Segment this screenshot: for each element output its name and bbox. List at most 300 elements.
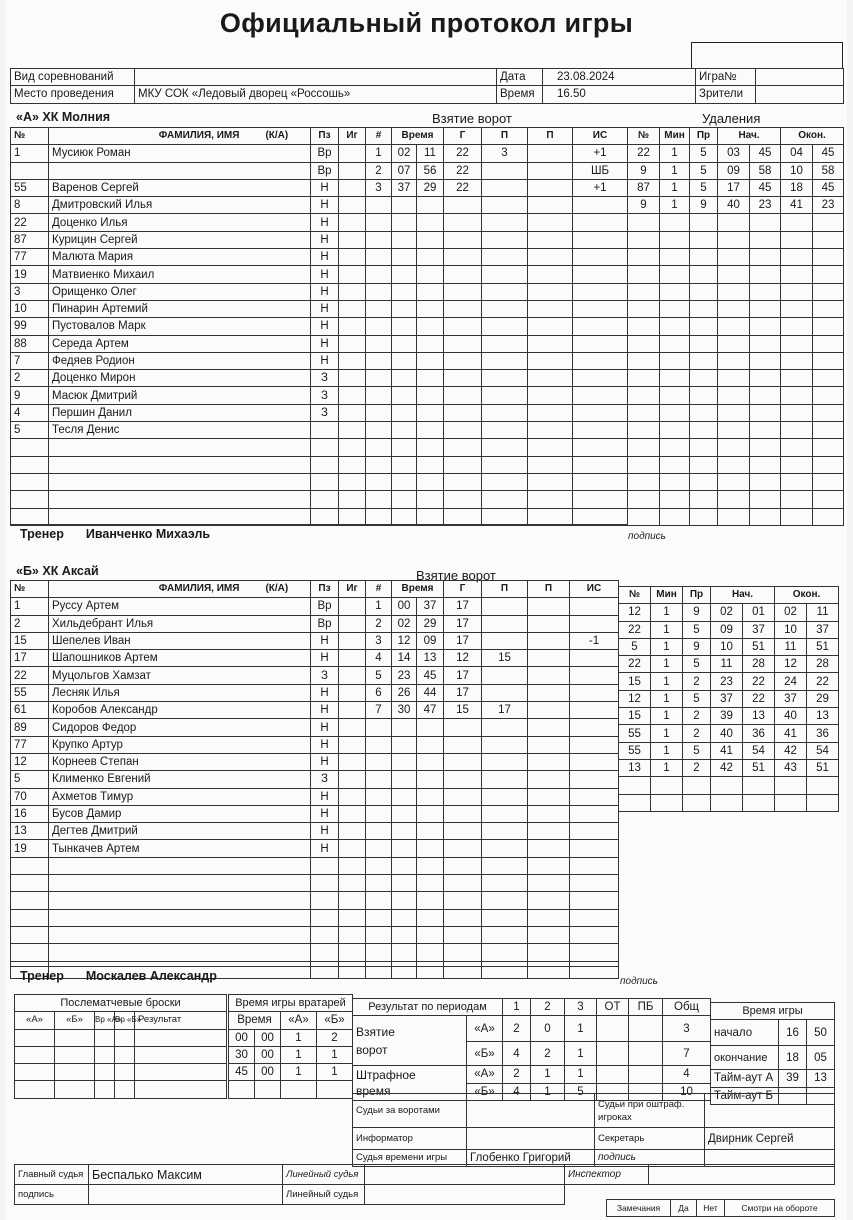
game-time-title: Время игры (711, 1003, 835, 1020)
player-row (11, 823, 366, 840)
player-number: 87 (11, 231, 49, 248)
goal-assist-1 (482, 249, 528, 266)
penalty-start-min (718, 266, 750, 283)
goal-second (417, 266, 444, 283)
goal-scorer (444, 370, 482, 387)
penalty-start-sec (750, 439, 781, 456)
player-name: Пинарин Артемий (49, 300, 311, 317)
player-number: 3 (11, 283, 49, 300)
player-position: Н (311, 266, 339, 283)
player-number: 70 (11, 788, 49, 805)
player-name (49, 508, 311, 525)
player-number (11, 892, 49, 909)
col-name: ФАМИЛИЯ, ИМЯ (158, 130, 240, 142)
player-number: 61 (11, 702, 49, 719)
penalty-start-min (718, 352, 750, 369)
goal-assist-1 (482, 823, 528, 840)
penalty-start-min: 03 (718, 145, 750, 162)
player-games (339, 702, 366, 719)
penalty-row (619, 690, 839, 707)
goal-scorer (444, 840, 482, 857)
goal-assist-1 (482, 857, 528, 874)
player-position: З (311, 404, 339, 421)
goal-second: 11 (417, 145, 444, 162)
goal-assist-1 (482, 318, 528, 335)
goal-col-time: Время (392, 581, 444, 598)
team-a-signature: подпись (628, 531, 666, 542)
goal-assist-1 (482, 632, 528, 649)
goal-assist-1 (482, 387, 528, 404)
team-b-signature: подпись (620, 976, 658, 987)
penalty-end-min: 41 (775, 725, 807, 742)
player-position (311, 508, 339, 525)
goal-number (366, 422, 392, 439)
pen-col-min: Мин (651, 587, 683, 604)
penalty-minutes: 1 (651, 690, 683, 707)
penalty-row (628, 318, 844, 335)
goal-col-is: ИС (570, 581, 619, 598)
player-row (11, 352, 366, 369)
player-position: Н (311, 283, 339, 300)
goal-number (366, 491, 392, 508)
pim-team-a: «А» (467, 1066, 503, 1083)
player-games (339, 840, 366, 857)
penalty-row (628, 508, 844, 525)
goal-assist-2 (528, 753, 570, 770)
player-row (11, 875, 366, 892)
goal-situation (573, 456, 628, 473)
player-row (11, 753, 366, 770)
pim-team-b: «Б» (467, 1083, 503, 1100)
goal-assist-2 (528, 456, 573, 473)
goal-situation (570, 926, 619, 943)
gk-second: 00 (255, 1029, 281, 1046)
penalty-row (628, 145, 844, 162)
goal-situation (570, 788, 619, 805)
goal-minute (392, 961, 417, 978)
team-b-coach-name: Москалев Александр (85, 969, 217, 983)
goal-number (366, 335, 392, 352)
goal-row (366, 387, 628, 404)
head-ref-label: Главный судья (15, 1165, 89, 1185)
penalty-row (628, 197, 844, 214)
goal-number (366, 508, 392, 525)
player-games (339, 249, 366, 266)
pen-col-end: Окон. (781, 128, 844, 145)
penalty-reason (690, 300, 718, 317)
player-row (11, 456, 366, 473)
penalty-start-sec (743, 794, 775, 811)
penalty-reason (690, 370, 718, 387)
goal-assist-1: 3 (482, 145, 528, 162)
pen-col-pr: Пр (683, 587, 711, 604)
player-row (11, 805, 366, 822)
player-row (11, 491, 366, 508)
goal-situation (570, 857, 619, 874)
goal-minute (392, 335, 417, 352)
player-games (339, 491, 366, 508)
goals-a-ot (597, 1016, 629, 1042)
goal-scorer (444, 909, 482, 926)
penalty-minutes (660, 266, 690, 283)
goal-assist-2 (528, 736, 570, 753)
shootout-title: Послематчевые броски (15, 995, 227, 1012)
goal-scorer: 15 (444, 702, 482, 719)
pim-label: Штрафное время (353, 1066, 467, 1101)
player-position: Н (311, 300, 339, 317)
goal-second (417, 335, 444, 352)
remarks-yes: Да (671, 1200, 697, 1217)
player-games (339, 632, 366, 649)
goal-number (366, 318, 392, 335)
goal-row (366, 439, 628, 456)
player-games (339, 892, 366, 909)
goals-b-p1: 4 (503, 1042, 531, 1066)
player-games (339, 961, 366, 978)
player-name (49, 926, 311, 943)
goal-scorer (444, 300, 482, 317)
player-games (339, 650, 366, 667)
goal-minute: 37 (392, 179, 417, 196)
spectators-label: Зрители (696, 86, 756, 103)
player-position: Вр (311, 598, 339, 615)
goal-row (366, 473, 628, 490)
goal-scorer (444, 788, 482, 805)
penalty-end-sec: 58 (813, 162, 844, 179)
goal-minute (392, 300, 417, 317)
player-position (311, 875, 339, 892)
player-number (11, 162, 49, 179)
col-pz: Пз (311, 128, 339, 145)
penalty-start-sec (750, 335, 781, 352)
penalty-start-sec: 23 (750, 197, 781, 214)
goal-scorer: 12 (444, 650, 482, 667)
penalty-end-sec (813, 231, 844, 248)
goal-assist-2 (528, 162, 573, 179)
goal-assist-1 (482, 231, 528, 248)
penalty-reason (690, 422, 718, 439)
player-games (339, 197, 366, 214)
penalty-start-sec: 51 (743, 638, 775, 655)
venue-label: Место проведения (11, 86, 135, 103)
secretary-name: Двирник Сергей (705, 1128, 835, 1150)
goal-number (366, 249, 392, 266)
player-name: Матвиенко Михаил (49, 266, 311, 283)
penalty-judges-label: Судьи при оштраф. игроках (595, 1094, 705, 1128)
player-position: Н (311, 736, 339, 753)
player-name: Руссу Артем (49, 598, 311, 615)
penalty-end-min: 43 (775, 759, 807, 776)
goal-scorer: 17 (444, 615, 482, 632)
penalty-start-min (718, 387, 750, 404)
col-pz: Пз (311, 581, 339, 598)
player-number (11, 439, 49, 456)
goal-number (366, 961, 392, 978)
team-a-goals (365, 127, 628, 526)
goal-minute (392, 857, 417, 874)
player-number: 15 (11, 632, 49, 649)
goal-row (366, 318, 628, 335)
penalty-start-sec (750, 473, 781, 490)
player-position: З (311, 771, 339, 788)
period-col-3: 3 (565, 999, 597, 1016)
penalty-start-min: 11 (711, 656, 743, 673)
goal-minute (392, 231, 417, 248)
goal-scorer (444, 491, 482, 508)
penalty-row (628, 456, 844, 473)
penalty-row (619, 725, 839, 742)
penalty-minutes (660, 370, 690, 387)
player-position (311, 857, 339, 874)
goal-number (366, 456, 392, 473)
penalty-start-min: 41 (711, 742, 743, 759)
goal-scorer: 22 (444, 179, 482, 196)
goal-assist-1: 15 (482, 650, 528, 667)
goal-second (417, 736, 444, 753)
player-number (11, 857, 49, 874)
penalty-start-sec: 45 (750, 145, 781, 162)
penalty-start-min (718, 491, 750, 508)
player-number: 13 (11, 823, 49, 840)
goal-minute (392, 352, 417, 369)
end-m: 05 (807, 1046, 835, 1070)
goal-col-p2: П (528, 128, 573, 145)
time-value: 16.50 (543, 86, 696, 103)
penalty-start-sec (750, 300, 781, 317)
goal-number (366, 875, 392, 892)
penalty-start-min (718, 473, 750, 490)
penalty-end-min: 40 (775, 708, 807, 725)
goal-scorer (444, 961, 482, 978)
player-games (339, 283, 366, 300)
penalty-start-min: 40 (718, 197, 750, 214)
player-position: Н (311, 650, 339, 667)
penalty-start-sec (750, 387, 781, 404)
penalty-reason (690, 231, 718, 248)
col-num: № (11, 581, 49, 598)
team-a-name: «А» ХК Молния (16, 110, 111, 124)
penalty-reason: 2 (683, 673, 711, 690)
player-number: 99 (11, 318, 49, 335)
penalty-row (628, 283, 844, 300)
goal-row (366, 145, 628, 162)
goal-assist-2 (528, 214, 573, 231)
goal-assist-1 (482, 162, 528, 179)
gk-team-b: 2 (317, 1029, 353, 1046)
goal-assist-1 (482, 944, 528, 961)
pim-b-total: 10 (663, 1083, 711, 1100)
col-ka: (К/А) (265, 130, 289, 142)
penalty-player (628, 491, 660, 508)
penalty-start-sec: 36 (743, 725, 775, 742)
periods-table (352, 998, 711, 1101)
player-row (11, 318, 366, 335)
goal-second (417, 719, 444, 736)
player-row (11, 404, 366, 421)
goal-assist-2 (528, 145, 573, 162)
goal-number (366, 473, 392, 490)
player-position (311, 909, 339, 926)
player-name: Масюк Дмитрий (49, 387, 311, 404)
goal-scorer (444, 335, 482, 352)
player-games (339, 145, 366, 162)
player-games (339, 422, 366, 439)
team-a-coach (20, 527, 210, 541)
penalty-end-sec: 29 (807, 690, 839, 707)
penalty-minutes (660, 439, 690, 456)
goal-number (366, 370, 392, 387)
penalty-reason: 5 (690, 162, 718, 179)
goal-minute: 14 (392, 650, 417, 667)
goals-a-p1: 2 (503, 1016, 531, 1042)
goal-assist-1 (482, 909, 528, 926)
shootout-table (14, 994, 227, 1099)
player-games (339, 944, 366, 961)
goal-assist-1: 17 (482, 702, 528, 719)
goal-minute (392, 736, 417, 753)
goal-assist-2 (528, 926, 570, 943)
goal-second (417, 508, 444, 525)
goal-minute (392, 944, 417, 961)
goal-row (366, 719, 619, 736)
penalty-end-min (781, 266, 813, 283)
end-label: окончание (711, 1046, 779, 1070)
penalty-reason: 5 (683, 690, 711, 707)
penalty-end-sec (813, 422, 844, 439)
goal-assist-2 (528, 473, 573, 490)
player-games (339, 162, 366, 179)
penalty-player (628, 439, 660, 456)
goal-scorer (444, 422, 482, 439)
goal-second (417, 300, 444, 317)
player-row (11, 944, 366, 961)
goal-assist-1 (482, 684, 528, 701)
penalty-reason (690, 404, 718, 421)
goal-assist-2 (528, 684, 570, 701)
goal-number: 2 (366, 615, 392, 632)
player-name: Першин Данил (49, 404, 311, 421)
penalty-minutes (660, 300, 690, 317)
team-b-coach-label: Тренер (20, 969, 64, 983)
goal-assist-2 (528, 422, 573, 439)
goal-second (417, 909, 444, 926)
shootout-col-result: Результат (135, 1012, 227, 1029)
player-games (339, 335, 366, 352)
penalty-start-min (718, 283, 750, 300)
goal-number (366, 944, 392, 961)
goal-second (417, 944, 444, 961)
goal-row (366, 788, 619, 805)
player-row (11, 300, 366, 317)
pim-b-p1: 4 (503, 1083, 531, 1100)
penalty-start-min (718, 249, 750, 266)
goal-row (366, 508, 628, 525)
penalty-start-sec: 13 (743, 708, 775, 725)
goals-a-p3: 1 (565, 1016, 597, 1042)
goal-situation (570, 753, 619, 770)
penalty-end-sec (813, 214, 844, 231)
goal-assist-2 (528, 857, 570, 874)
goal-row (366, 892, 619, 909)
goal-row (366, 944, 619, 961)
goal-situation (573, 370, 628, 387)
penalty-row (628, 387, 844, 404)
penalty-reason: 5 (683, 742, 711, 759)
penalty-start-sec: 51 (743, 759, 775, 776)
penalty-player (628, 473, 660, 490)
goal-scorer: 22 (444, 145, 482, 162)
penalty-player: 22 (628, 145, 660, 162)
goal-second: 09 (417, 632, 444, 649)
player-row (11, 162, 366, 179)
goal-assist-1 (482, 508, 528, 525)
goal-row (366, 179, 628, 196)
goal-minute (392, 823, 417, 840)
gk-team-b: 1 (317, 1046, 353, 1063)
goal-assist-1 (482, 214, 528, 231)
player-name (49, 909, 311, 926)
player-row (11, 439, 366, 456)
goal-row (366, 370, 628, 387)
goal-situation (570, 840, 619, 857)
end-h: 18 (779, 1046, 807, 1070)
player-games (339, 231, 366, 248)
penalty-start-min (718, 456, 750, 473)
header-table (10, 68, 844, 104)
goal-situation (573, 266, 628, 283)
penalty-row (628, 300, 844, 317)
goal-minute (392, 249, 417, 266)
goal-minute (392, 840, 417, 857)
goal-row (366, 857, 619, 874)
goal-minute: 07 (392, 162, 417, 179)
gk-col-a: «А» (281, 1012, 317, 1029)
penalty-reason (690, 249, 718, 266)
pim-a-pb (629, 1066, 663, 1083)
player-name: Доценко Мирон (49, 370, 311, 387)
penalty-start-min: 39 (711, 708, 743, 725)
goal-second (417, 805, 444, 822)
player-games (339, 909, 366, 926)
goal-number (366, 753, 392, 770)
goals-b-total: 7 (663, 1042, 711, 1066)
player-position: Н (311, 788, 339, 805)
start-m: 50 (807, 1020, 835, 1046)
penalty-minutes (651, 794, 683, 811)
goal-second (417, 404, 444, 421)
penalty-start-min (718, 231, 750, 248)
penalty-start-sec (750, 249, 781, 266)
timeout-a-s: 13 (807, 1070, 835, 1087)
penalty-minutes: 1 (651, 725, 683, 742)
goal-number (366, 719, 392, 736)
goal-number (366, 926, 392, 943)
goal-row (366, 823, 619, 840)
goal-second (417, 926, 444, 943)
player-number: 4 (11, 404, 49, 421)
penalty-end-min (781, 508, 813, 525)
penalty-start-min (718, 214, 750, 231)
goal-second (417, 823, 444, 840)
shootout-col-b: «Б» (55, 1012, 95, 1029)
player-number: 8 (11, 197, 49, 214)
goals-b-pb (629, 1042, 663, 1066)
player-number: 9 (11, 387, 49, 404)
player-games (339, 456, 366, 473)
goal-minute: 26 (392, 684, 417, 701)
penalty-minutes (660, 508, 690, 525)
goal-assist-1 (482, 771, 528, 788)
